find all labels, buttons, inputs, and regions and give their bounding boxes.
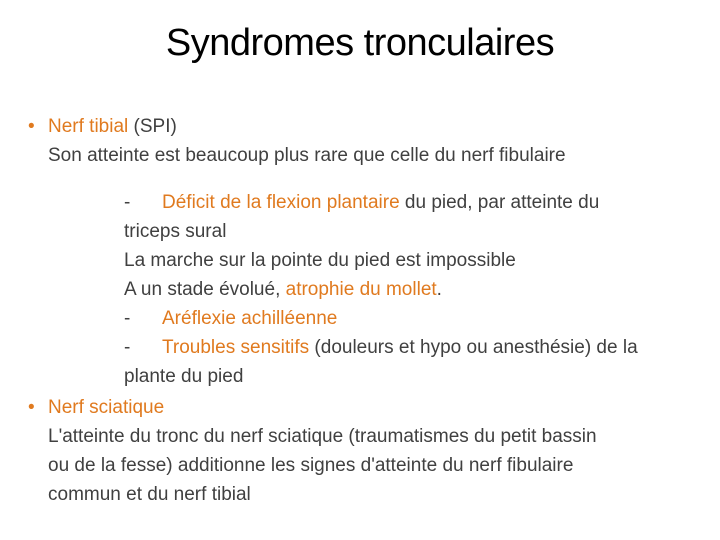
- bullet-intro: Son atteinte est beaucoup plus rare que celle du nerf fibulaire: [48, 145, 566, 166]
- bullet-heading: [48, 393, 714, 422]
- bullet-nerf-tibial: [24, 112, 714, 391]
- heading-highlight: Nerf sciatique: [48, 397, 165, 418]
- sub-item-highlight: atrophie du mollet: [285, 279, 437, 300]
- sub-item-rest: du pied, par atteinte du: [399, 192, 600, 213]
- sub-item-highlight: Aréflexie achilléenne: [162, 308, 338, 329]
- bullet-intro-line: ou de la fesse) additionne les signes d'atteinte du nerf fibulaire: [48, 455, 574, 476]
- sub-item-highlight: Troubles sensitifs: [162, 337, 310, 358]
- slide-body: [24, 112, 714, 509]
- slide-title: Syndromes tronculaires: [165, 22, 555, 64]
- sub-item-highlight: Déficit de la flexion plantaire: [162, 192, 400, 213]
- sub-item-rest: (douleurs et hypo ou anesthésie) de la: [309, 337, 638, 358]
- sub-list: [48, 188, 714, 391]
- dash-icon: -: [124, 337, 131, 358]
- bullet-intro-line: commun et du nerf tibial: [48, 484, 251, 505]
- bullet-dot-icon: •: [28, 116, 35, 137]
- bullet-intro-line: L'atteinte du tronc du nerf sciatique (traumatismes du petit bassin: [48, 426, 597, 447]
- sub-item-continuation: plante du pied: [124, 366, 244, 387]
- sub-item-line: [124, 275, 714, 304]
- sub-item-continuation: triceps sural: [124, 221, 227, 242]
- sub-item-post: .: [436, 279, 442, 300]
- heading-rest: (SPI): [128, 116, 177, 137]
- dash-icon: -: [124, 308, 131, 329]
- sub-item: [124, 333, 714, 362]
- bullet-dot-icon: •: [28, 397, 35, 418]
- bullet-heading: [48, 112, 714, 141]
- bullet-nerf-sciatique: [24, 393, 714, 509]
- sub-item: [124, 188, 714, 217]
- sub-item-pre: A un stade évolué,: [124, 279, 286, 300]
- sub-item-line: La marche sur la pointe du pied est impossible: [124, 250, 516, 271]
- sub-item: [124, 304, 714, 333]
- heading-highlight: Nerf tibial: [48, 116, 129, 137]
- dash-icon: -: [124, 192, 131, 213]
